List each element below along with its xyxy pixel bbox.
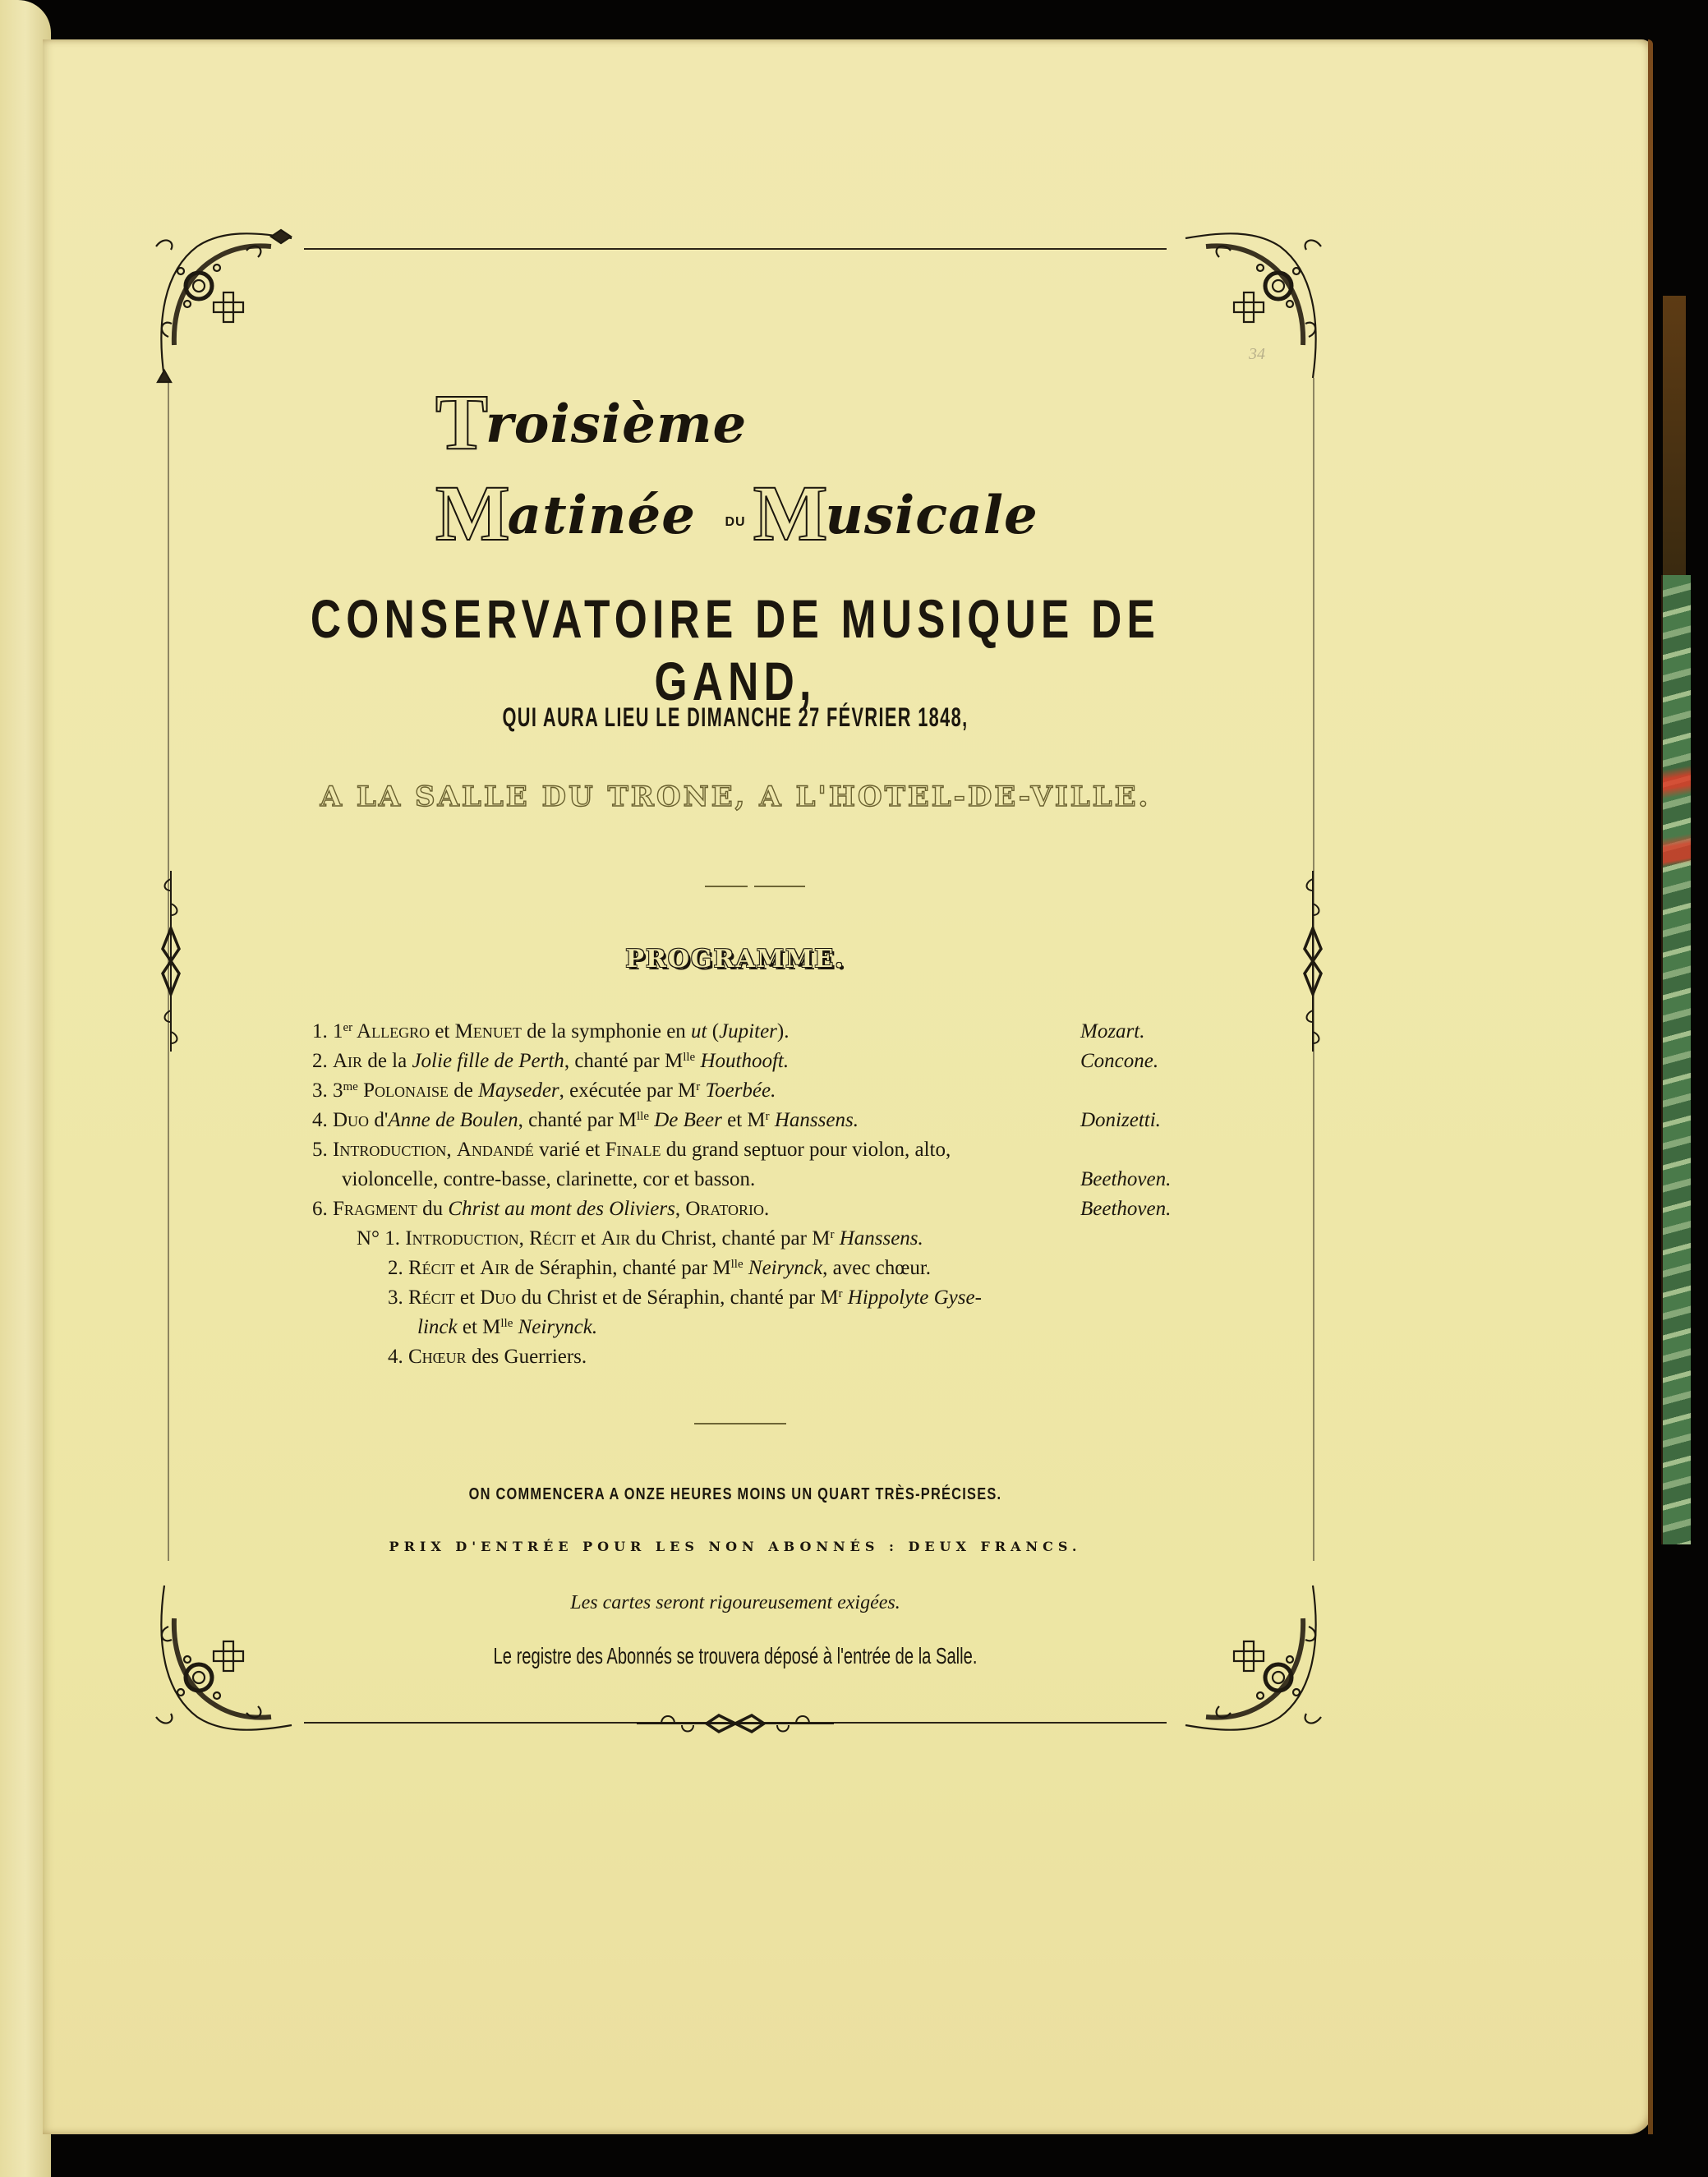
item-number: 3. [388, 1286, 408, 1309]
register-notice: Le registre des Abonnés se trouvera déposé à l'entrée de la Salle. [493, 1643, 978, 1668]
composer-name: Concone. [1080, 1050, 1159, 1072]
item-number: 2. [312, 1050, 333, 1072]
folio-number: 34 [1249, 345, 1265, 363]
programme-item: linck et $M^{lle}$ Neirynck. [417, 1316, 598, 1338]
frame-top-line [304, 248, 1167, 250]
programme-item: 3. Récit et Duo du Christ et de Séraphin, chanté par $M^r$ Hippolyte Gyse- [388, 1286, 982, 1309]
programme-item: violoncelle, contre-basse, clarinette, cor et basson. Beethoven. [312, 1165, 1199, 1194]
programme-item: 2. Air de la Jolie fille de Perth, chanté par $M^{lle}$ Houthooft. Concone. [312, 1047, 1199, 1076]
item-number: 4. [388, 1346, 408, 1368]
cards-notice: Les cartes seront rigoureusement exigées. [570, 1592, 900, 1613]
item-number: 6. [312, 1198, 333, 1220]
item-number: 4. [312, 1109, 333, 1131]
item-number: 3. [312, 1079, 333, 1102]
title-word: Matinée [435, 469, 696, 557]
institution-heading: CONSERVATOIRE DE MUSIQUE DE GAND, [310, 588, 1161, 711]
title-word: Troisième [435, 378, 748, 466]
separator-rule [705, 886, 748, 887]
page-edge [1648, 39, 1653, 2134]
programme-item: 2. Récit et Air de Séraphin, chanté par $M^{lle}$ Neirynck, avec chœur. [388, 1257, 932, 1279]
item-number: 1. [312, 1020, 333, 1042]
composer-name: Beethoven. [1080, 1198, 1172, 1220]
bottom-center-ornament-icon [637, 1707, 834, 1740]
item-number: 2. [388, 1257, 408, 1279]
title-word: Musicale [753, 469, 1038, 557]
separator-rule [754, 886, 805, 887]
date-line: QUI AURA LIEU LE DIMANCHE 27 FÉVRIER 1848, [502, 702, 969, 732]
marbled-endpaper [1661, 575, 1691, 1544]
separator-rule [694, 1423, 786, 1424]
price-notice: PRIX D'ENTRÉE POUR LES NON ABONNÉS : DEUX FRANCS. [389, 1539, 1082, 1554]
programme-item: 5. Introduction, Andandé varié et Finale du grand septuor pour violon, alto, [312, 1139, 951, 1161]
programme-item: 1. 1er Allegro et Menuet de la symphonie en ut (Jupiter). Mozart. [312, 1017, 1199, 1047]
composer-name: Donizetti. [1080, 1109, 1161, 1131]
programme-item: 6. Fragment du Christ au mont des Oliviers, Oratorio. Beethoven. [312, 1194, 1199, 1224]
start-time-notice: ON COMMENCERA A ONZE HEURES MOINS UN QUART TRÈS-PRÉCISES. [468, 1485, 1002, 1503]
composer-name: Beethoven. [1080, 1168, 1172, 1190]
venue-line: A LA SALLE DU TRONE, A L'HOTEL-DE-VILLE. [320, 780, 1151, 813]
programme-heading: PROGRAMME. [625, 945, 845, 973]
programme-item: 4. Chœur des Guerriers. [388, 1346, 587, 1368]
binding-edge [1663, 296, 1686, 575]
composer-name: Mozart. [1080, 1020, 1145, 1042]
page-title [435, 376, 1043, 559]
item-number: 5. [312, 1139, 333, 1161]
corner-ornament-icon [148, 222, 296, 386]
programme-item: 3. $3^{me}$ Polonaise de Mayseder, exécutée par $M^r$ Toerbée. [312, 1079, 776, 1102]
programme-item: N° 1. Introduction, Récit et Air du Christ, chanté par $M^r$ Hanssens. [357, 1227, 923, 1250]
programme-item: 4. Duo d'Anne de Boulen, chanté par $M^{lle}$ De Beer et $M^r$ Hanssens. Donizetti. [312, 1106, 1199, 1135]
item-number: N° 1. [357, 1227, 406, 1250]
programme-list [312, 1017, 1199, 1372]
du-label: DU [725, 515, 746, 529]
